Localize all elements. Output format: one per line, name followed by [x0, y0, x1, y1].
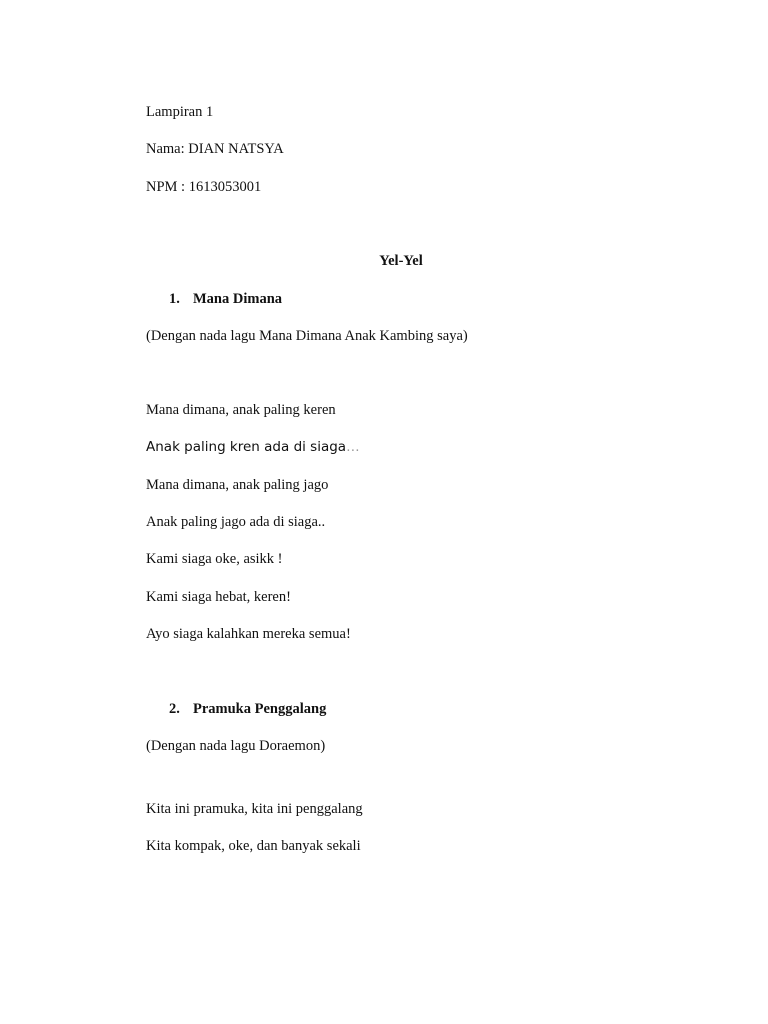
section-1-line-2-text: Anak paling kren ada di siaga [146, 439, 347, 455]
student-npm: NPM : 1613053001 [146, 179, 262, 195]
section-1-line-2-ellipsis: … [346, 439, 360, 455]
section-2-line-2: Kita kompak, oke, dan banyak sekali [146, 838, 361, 854]
student-name: Nama: DIAN NATSYA [146, 141, 284, 157]
section-1-note: (Dengan nada lagu Mana Dimana Anak Kambing saya) [146, 328, 468, 344]
section-2-number: 2. [169, 701, 180, 717]
section-1-line-7: Ayo siaga kalahkan mereka semua! [146, 626, 351, 642]
attachment-label: Lampiran 1 [146, 104, 214, 120]
section-1-line-6: Kami siaga hebat, keren! [146, 589, 291, 605]
section-2-title: Pramuka Penggalang [193, 701, 327, 717]
section-1-line-2 [146, 441, 360, 455]
section-1-line-1: Mana dimana, anak paling keren [146, 402, 336, 418]
document-title: Yel-Yel [379, 253, 423, 269]
section-2-note: (Dengan nada lagu Doraemon) [146, 738, 326, 754]
section-1-line-4: Anak paling jago ada di siaga.. [146, 514, 326, 530]
section-1-title: Mana Dimana [193, 291, 283, 307]
section-1-line-5: Kami siaga oke, asikk ! [146, 551, 283, 567]
section-1-line-3: Mana dimana, anak paling jago [146, 477, 329, 493]
section-1-number: 1. [169, 291, 180, 307]
section-2-line-1: Kita ini pramuka, kita ini penggalang [146, 801, 363, 817]
